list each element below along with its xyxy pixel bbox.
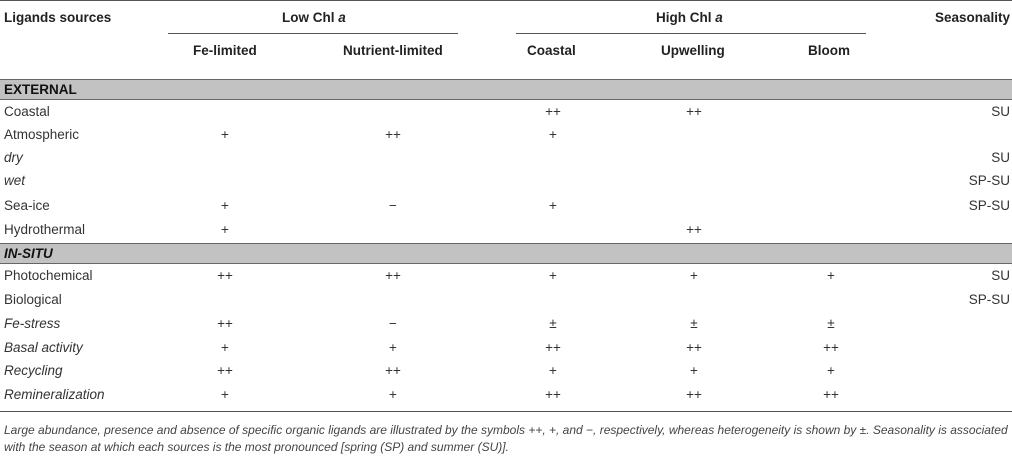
cell-fe-limited: + — [221, 222, 229, 237]
cell-nutrient-limited: − — [389, 198, 397, 213]
cell-nutrient-limited: − — [389, 316, 397, 331]
cell-fe-limited: + — [221, 387, 229, 402]
table-row — [0, 313, 1012, 336]
bottom-rule — [0, 411, 1012, 412]
row-label: wet — [4, 173, 26, 188]
cell-bloom: ± — [827, 316, 835, 331]
cell-upwelling: ++ — [686, 222, 702, 237]
cell-seasonality: SU — [991, 268, 1010, 283]
cell-nutrient-limited: ++ — [385, 363, 401, 378]
row-label: Fe-stress — [4, 316, 61, 331]
cell-coastal: + — [549, 363, 557, 378]
header-coastal: Coastal — [527, 43, 576, 58]
section-in-situ — [0, 243, 1012, 264]
cell-upwelling: + — [690, 363, 698, 378]
cell-bloom: ++ — [823, 387, 839, 402]
cell-upwelling: ± — [690, 316, 698, 331]
section-title: IN-SITU — [4, 246, 53, 261]
table-row — [0, 170, 1012, 193]
cell-fe-limited: + — [221, 340, 229, 355]
cell-seasonality: SU — [991, 150, 1010, 165]
cell-coastal: ++ — [545, 340, 561, 355]
header-seasonality: Seasonality — [934, 10, 1010, 25]
cell-fe-limited: ++ — [217, 268, 233, 283]
cell-upwelling: + — [690, 268, 698, 283]
row-label: Photochemical — [4, 268, 93, 283]
cell-coastal: + — [549, 127, 557, 142]
cell-fe-limited: + — [221, 198, 229, 213]
header-nutrient-limited: Nutrient-limited — [343, 43, 443, 58]
table-footnote: Large abundance, presence and absence of specific organic ligands are illustrated by the symbols ++, +, and −, respectively, whereas heterogeneity is shown by ±. Seasonality is associated with the season at which each sources is the most pronounced [spring (SP) and summer (SU)]. — [4, 423, 1008, 454]
table-row — [0, 360, 1012, 383]
top-rule — [0, 0, 1012, 1]
header-low-chl-text: Low Chl — [282, 10, 335, 25]
cell-nutrient-limited: ++ — [385, 268, 401, 283]
header-high-chl — [656, 10, 723, 25]
header-ligands-sources: Ligands sources — [4, 10, 112, 25]
section-title: EXTERNAL — [4, 82, 77, 97]
section-external — [0, 79, 1012, 100]
header-high-chl-text: High Chl — [656, 10, 712, 25]
row-label: Recycling — [4, 363, 63, 378]
row-label: Basal activity — [4, 340, 83, 355]
cell-upwelling: ++ — [686, 104, 702, 119]
header-upwelling: Upwelling — [661, 43, 725, 58]
header-bloom: Bloom — [808, 43, 850, 58]
cell-upwelling: ++ — [686, 340, 702, 355]
cell-nutrient-limited: + — [389, 387, 397, 402]
row-label: Remineralization — [4, 387, 105, 402]
table-row — [0, 195, 1012, 218]
cell-upwelling: ++ — [686, 387, 702, 402]
low-chl-underline — [168, 33, 458, 34]
cell-seasonality: SP-SU — [968, 292, 1010, 307]
cell-fe-limited: ++ — [217, 363, 233, 378]
cell-bloom: ++ — [823, 340, 839, 355]
header-low-chl — [282, 10, 346, 25]
cell-nutrient-limited: + — [389, 340, 397, 355]
header-low-chl-a: a — [338, 10, 346, 25]
row-label: Sea-ice — [4, 198, 50, 213]
table-row — [0, 265, 1012, 288]
cell-seasonality: SU — [991, 104, 1010, 119]
header-high-chl-a: a — [715, 10, 723, 25]
table-row — [0, 337, 1012, 360]
table-row — [0, 384, 1012, 407]
cell-fe-limited: ++ — [217, 316, 233, 331]
cell-coastal: + — [549, 268, 557, 283]
table-row — [0, 124, 1012, 147]
cell-coastal: ++ — [545, 387, 561, 402]
cell-bloom: + — [827, 268, 835, 283]
cell-seasonality: SP-SU — [968, 173, 1010, 188]
cell-bloom: + — [827, 363, 835, 378]
cell-seasonality: SP-SU — [968, 198, 1010, 213]
cell-nutrient-limited: ++ — [385, 127, 401, 142]
cell-coastal: ++ — [545, 104, 561, 119]
table-row — [0, 147, 1012, 170]
high-chl-underline — [516, 33, 866, 34]
table-row — [0, 101, 1012, 124]
row-label: dry — [4, 150, 23, 165]
cell-fe-limited: + — [221, 127, 229, 142]
row-label: Coastal — [4, 104, 50, 119]
table-row — [0, 289, 1012, 312]
row-label: Hydrothermal — [4, 222, 86, 237]
cell-coastal: ± — [549, 316, 557, 331]
row-label: Atmospheric — [4, 127, 80, 142]
table-row — [0, 219, 1012, 242]
cell-coastal: + — [549, 198, 557, 213]
row-label: Biological — [4, 292, 62, 307]
header-fe-limited: Fe-limited — [193, 43, 257, 58]
